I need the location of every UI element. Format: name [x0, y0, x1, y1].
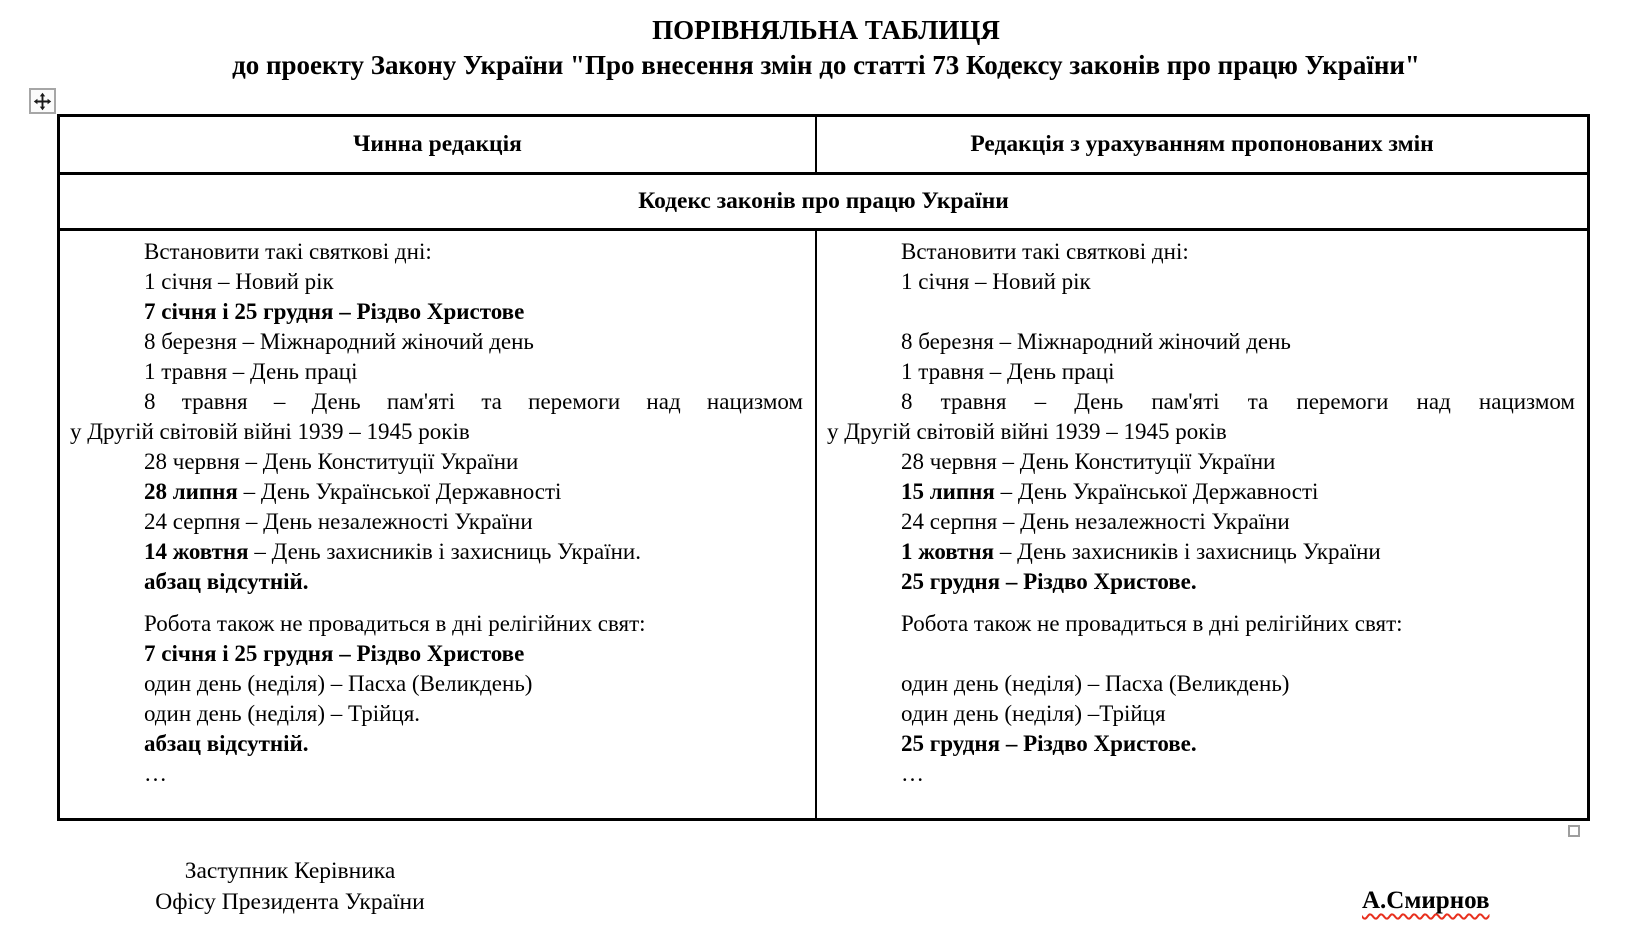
text-line: 1 січня – Новий рік — [144, 269, 334, 294]
text-line: 24 серпня – День незалежності України — [144, 509, 533, 534]
current-edition-cell[interactable] — [60, 231, 817, 818]
text-line: у Другій світовій війні 1939 – 1945 років — [70, 419, 470, 444]
text-line: 14 жовтня – День захисників і захисниць України. — [144, 539, 641, 564]
text-line: 15 липня – День Української Державності — [901, 479, 1319, 504]
table-move-handle[interactable] — [29, 88, 56, 114]
text-line: 25 грудня – Різдво Христове. — [901, 731, 1197, 756]
table-content-row — [60, 231, 1587, 818]
text-line: абзац відсутній. — [144, 731, 309, 756]
signer-name-text: А.Смирнов — [1362, 887, 1490, 914]
document-subtitle: до проекту Закону України "Про внесення змін до статті 73 Кодексу законів про працю України" — [232, 50, 1420, 80]
text-line: Робота також не провадиться в дні релігійних свят: — [901, 611, 1403, 636]
text-line: 1 травня – День праці — [144, 359, 358, 384]
signer-name — [1362, 886, 1489, 916]
text-line: 8 травня – День пам'яті та перемоги над нацизмом — [144, 389, 803, 414]
section-title-cell[interactable]: Кодекс законів про працю України — [60, 175, 1587, 231]
move-icon — [33, 92, 52, 111]
signer-title-line1: Заступник Керівника — [184, 858, 396, 884]
comparison-table — [57, 114, 1590, 821]
text-line — [827, 639, 1575, 669]
text-line: … — [901, 761, 924, 786]
text-line: Робота також не провадиться в дні релігійних свят: — [144, 611, 646, 636]
signer-title-line2: Офісу Президента України — [155, 889, 425, 915]
text-line: 25 грудня – Різдво Христове. — [901, 569, 1197, 594]
text-line: 28 червня – День Конституції України — [901, 449, 1276, 474]
text-line: 8 березня – Міжнародний жіночий день — [901, 329, 1291, 354]
text-line: 28 червня – День Конституції України — [144, 449, 519, 474]
text-line: один день (неділя) – Пасха (Великдень) — [144, 671, 533, 696]
header-cell-proposed-edition[interactable]: Редакція з урахуванням пропонованих змін — [970, 131, 1434, 157]
signer-title — [95, 856, 485, 918]
text-line: 1 жовтня – День захисників і захисниць України — [901, 539, 1381, 564]
text-line: один день (неділя) – Трійця. — [144, 701, 421, 726]
text-line: 8 травня – День пам'яті та перемоги над нацизмом — [901, 389, 1575, 414]
text-line: 1 травня – День праці — [901, 359, 1115, 384]
text-line: 28 липня – День Української Державності — [144, 479, 562, 504]
text-line: абзац відсутній. — [144, 569, 309, 594]
text-line: 7 січня і 25 грудня – Різдво Христове — [144, 641, 525, 666]
text-line: 1 січня – Новий рік — [901, 269, 1091, 294]
text-line: у Другій світовій війні 1939 – 1945 років — [827, 419, 1227, 444]
text-line: Встановити такі святкові дні: — [901, 239, 1189, 264]
document-title: ПОРІВНЯЛЬНА ТАБЛИЦЯ — [652, 15, 1000, 45]
text-line: 8 березня – Міжнародний жіночий день — [144, 329, 534, 354]
text-line: Встановити такі святкові дні: — [144, 239, 432, 264]
text-line: один день (неділя) –Трійця — [901, 701, 1166, 726]
text-line: 24 серпня – День незалежності України — [901, 509, 1290, 534]
text-line — [827, 297, 1575, 327]
proposed-edition-cell[interactable] — [817, 231, 1587, 818]
header-cell-current-edition[interactable]: Чинна редакція — [60, 117, 817, 172]
text-line: … — [144, 761, 167, 786]
text-line: один день (неділя) – Пасха (Великдень) — [901, 671, 1290, 696]
table-resize-handle[interactable] — [1568, 825, 1580, 837]
table-header-row — [60, 117, 1587, 175]
text-line: 7 січня і 25 грудня – Різдво Христове — [144, 299, 525, 324]
